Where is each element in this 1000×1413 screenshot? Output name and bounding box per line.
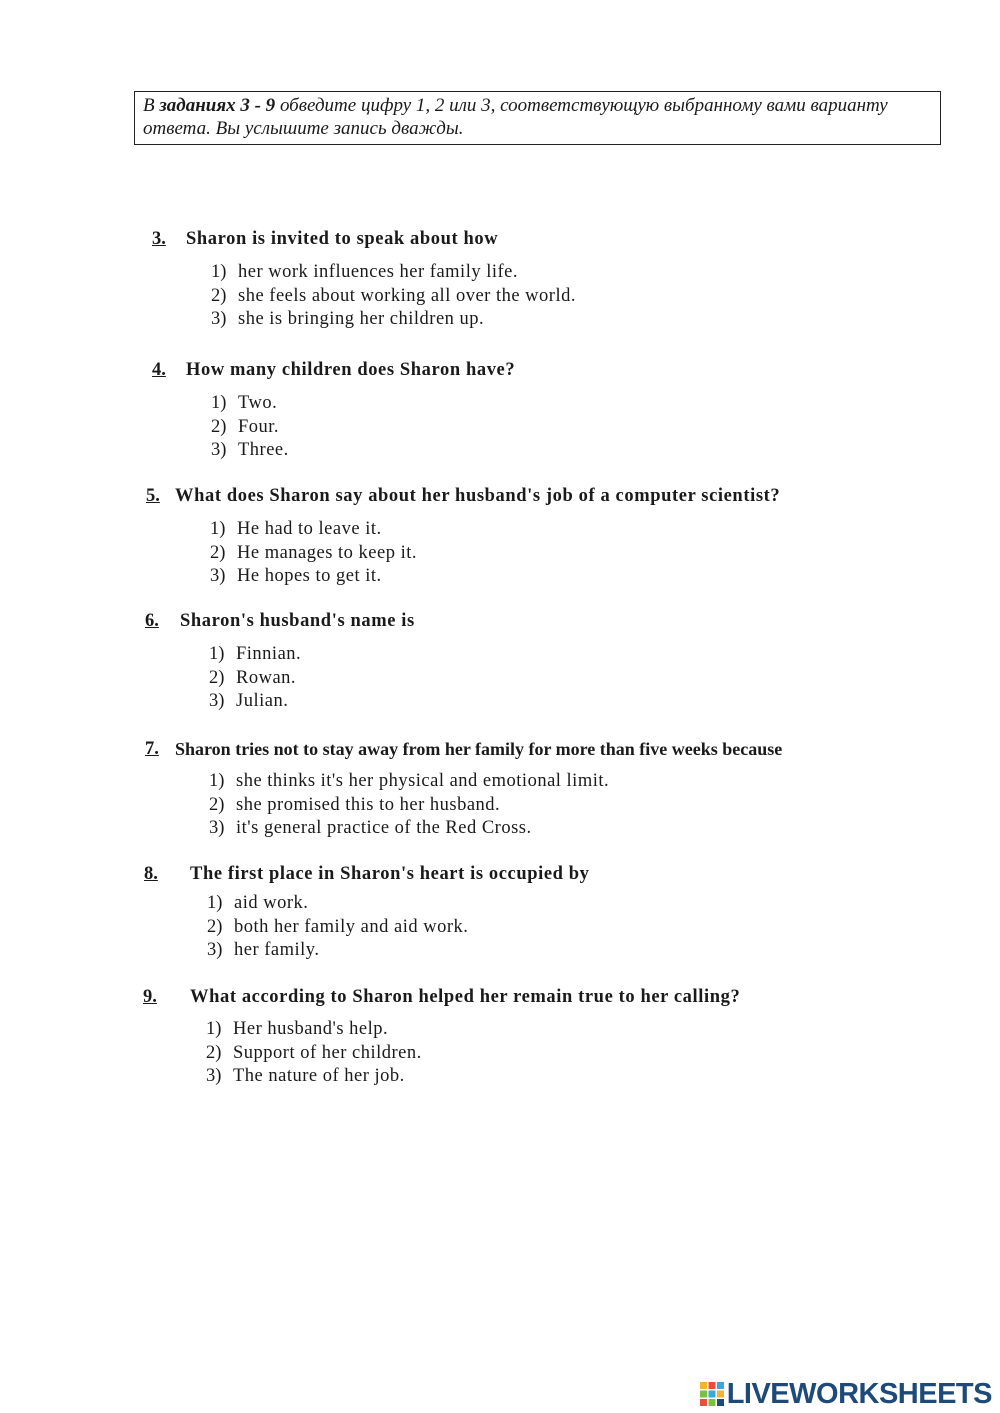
option-text: He hopes to get it. — [237, 566, 382, 586]
option-2[interactable] — [211, 416, 289, 440]
question-number: 8. — [144, 864, 158, 884]
options-list — [211, 261, 576, 332]
option-number: 3) — [211, 309, 227, 329]
option-text: Four. — [238, 416, 280, 437]
question-number: 5. — [146, 486, 160, 506]
option-number: 2) — [211, 285, 227, 306]
question-text: What according to Sharon helped her remain true to her calling? — [190, 987, 741, 1007]
option-3[interactable] — [211, 439, 289, 463]
option-number: 2) — [209, 667, 225, 688]
question-text: Sharon's husband's name is — [180, 611, 415, 631]
options-list — [206, 1018, 422, 1089]
option-number: 3) — [209, 691, 225, 711]
question-header — [0, 229, 1000, 253]
options-list — [209, 643, 301, 714]
question-text: What does Sharon say about her husband's job of a computer scientist? — [175, 486, 781, 506]
option-number: 1) — [209, 644, 225, 664]
option-text: He had to leave it. — [237, 519, 382, 539]
option-text: Finnian. — [236, 644, 302, 664]
option-number: 1) — [211, 262, 227, 282]
option-text: her family. — [234, 940, 320, 960]
question-number: 9. — [143, 987, 157, 1007]
question-header — [0, 611, 1000, 635]
option-1[interactable] — [211, 261, 576, 285]
question-header — [0, 486, 1000, 510]
option-text: aid work. — [234, 893, 309, 913]
instruction-bold: заданиях 3 - 9 — [159, 95, 276, 116]
option-3[interactable] — [209, 690, 301, 714]
question-text: Sharon tries not to stay away from her family for more than five weeks because — [175, 739, 783, 759]
option-2[interactable] — [210, 542, 417, 566]
question-text: How many children does Sharon have? — [186, 360, 516, 380]
question-4 — [0, 360, 1000, 460]
option-number: 3) — [206, 1066, 222, 1086]
question-text: Sharon is invited to speak about how — [186, 229, 499, 249]
question-number: 7. — [145, 739, 159, 759]
option-1[interactable] — [211, 392, 289, 416]
option-1[interactable] — [209, 770, 609, 794]
option-text: He manages to keep it. — [237, 542, 418, 563]
question-header — [0, 987, 1000, 1011]
options-list — [209, 770, 609, 841]
option-number: 1) — [207, 893, 223, 913]
question-header — [0, 739, 1000, 763]
option-2[interactable] — [206, 1042, 422, 1066]
question-9 — [0, 987, 1000, 1086]
question-7 — [0, 739, 1000, 838]
instruction-box — [134, 91, 941, 145]
option-text: she is bringing her children up. — [238, 309, 485, 329]
option-2[interactable] — [211, 285, 576, 309]
options-list — [210, 518, 417, 589]
question-number: 6. — [145, 611, 159, 631]
option-text: Support of her children. — [233, 1042, 422, 1063]
option-3[interactable] — [211, 308, 576, 332]
option-text: her work influences her family life. — [238, 262, 518, 282]
option-3[interactable] — [207, 939, 468, 963]
option-number: 1) — [209, 771, 225, 791]
question-number: 4. — [152, 360, 166, 380]
option-text: Two. — [238, 393, 278, 413]
question-3 — [0, 229, 1000, 329]
option-text: it's general practice of the Red Cross. — [236, 818, 532, 838]
option-text: Rowan. — [236, 667, 297, 688]
options-list — [211, 392, 289, 463]
option-1[interactable] — [210, 518, 417, 542]
option-text: Julian. — [236, 691, 289, 711]
option-1[interactable] — [206, 1018, 422, 1042]
option-text: she promised this to her husband. — [236, 794, 501, 815]
option-number: 2) — [207, 916, 223, 937]
option-text: she feels about working all over the world. — [238, 285, 576, 306]
option-2[interactable] — [209, 667, 301, 691]
logo-grid-icon — [700, 1382, 724, 1406]
option-2[interactable] — [209, 794, 609, 818]
instruction-prefix: В — [143, 95, 160, 116]
option-text: she thinks it's her physical and emotional limit. — [236, 771, 610, 791]
option-number: 1) — [206, 1019, 222, 1039]
option-text: The nature of her job. — [233, 1066, 405, 1086]
question-6 — [0, 611, 1000, 711]
question-8 — [0, 864, 1000, 960]
option-number: 3) — [211, 440, 227, 460]
option-1[interactable] — [209, 643, 301, 667]
option-text: both her family and aid work. — [234, 916, 469, 937]
option-number: 2) — [211, 416, 227, 437]
option-2[interactable] — [207, 916, 468, 940]
option-3[interactable] — [210, 565, 417, 589]
logo-text: LIVEWORKSHEETS — [726, 1377, 992, 1410]
question-5 — [0, 486, 1000, 586]
option-3[interactable] — [206, 1065, 422, 1089]
option-number: 1) — [211, 393, 227, 413]
option-number: 2) — [209, 794, 225, 815]
option-number: 2) — [210, 542, 226, 563]
option-text: Her husband's help. — [233, 1019, 389, 1039]
option-number: 1) — [210, 519, 226, 539]
question-text: The first place in Sharon's heart is occupied by — [190, 864, 590, 884]
option-number: 3) — [209, 818, 225, 838]
option-number: 3) — [210, 566, 226, 586]
option-3[interactable] — [209, 817, 609, 841]
option-number: 3) — [207, 940, 223, 960]
options-list — [207, 892, 468, 963]
liveworksheets-logo — [700, 1377, 992, 1411]
instruction-rest: обведите цифру 1, 2 или 3, соответствующую выбранному вами варианту ответа. Вы услышите запись дважды. — [143, 95, 888, 139]
option-1[interactable] — [207, 892, 468, 916]
question-header — [0, 360, 1000, 384]
question-header — [0, 864, 1000, 888]
option-text: Three. — [238, 440, 289, 460]
question-number: 3. — [152, 229, 166, 249]
option-number: 2) — [206, 1042, 222, 1063]
